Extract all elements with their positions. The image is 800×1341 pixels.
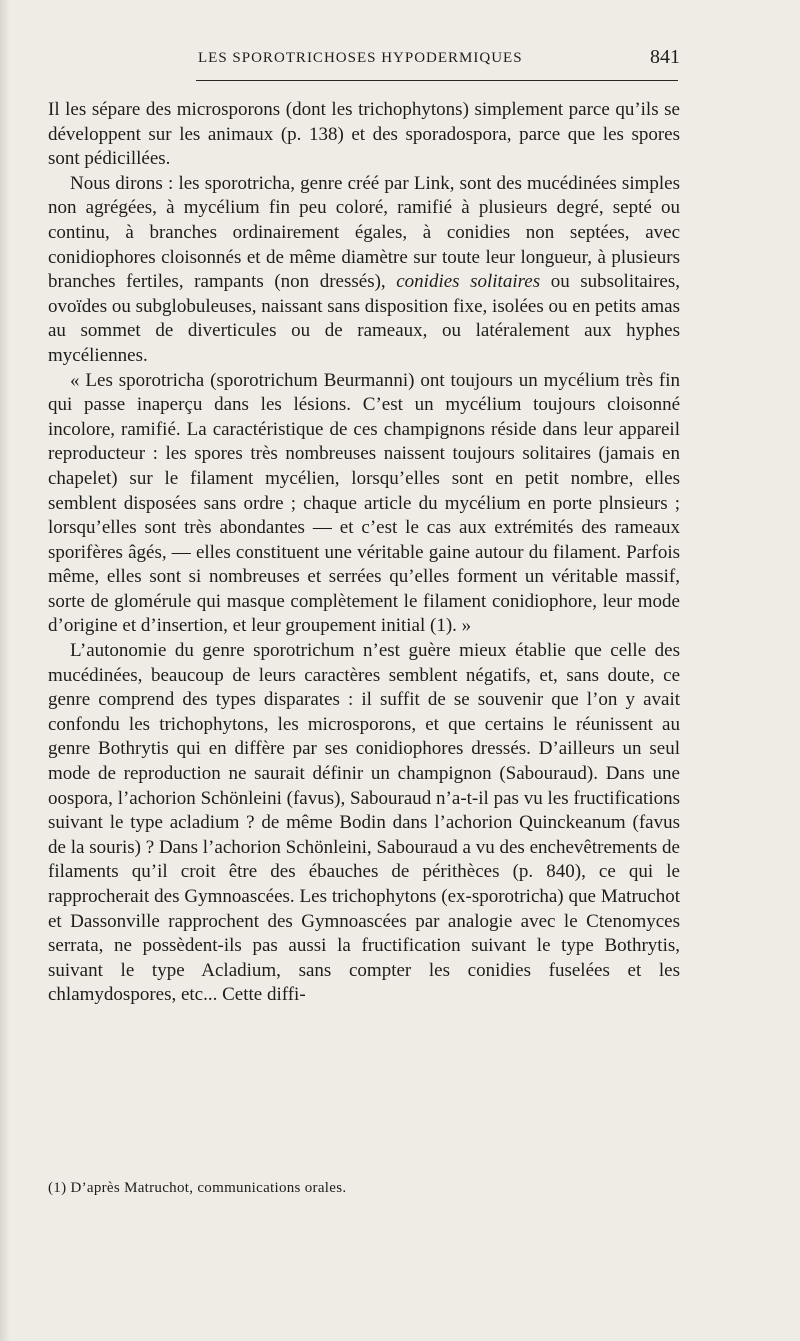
paragraph-text: ou subsolitaires, ovoïdes ou subglobuleuses, naissant sans disposition fixe, isolées ou en petits amas au sommet de diverticules ou de rameaux, ou latéralement aux hyphes mycéliennes. (48, 271, 680, 366)
italic-emphasis: conidies solitaires (396, 271, 541, 293)
paragraph (48, 172, 680, 369)
running-title: LES SPOROTRICHOSES HYPODERMIQUES (198, 50, 523, 66)
paragraph (48, 639, 680, 1008)
paragraph-text: L’autonomie du genre sporotrichum n’est guère mieux établie que celle des mucédinées, beaucoup de leurs caractères semblent négatifs, et, sans doute, ce genre comprend des types disparates : il suffit de se souvenir que l’on y avait confondu les trichophytons, les microsporons, et que certains le réunissent au genre Bothrytis qui en diffère par ses conidiophores dressés. D’ailleurs un seul mode de reproduction ne saurait définir un champignon (Sabouraud). Dans une oospora, l’achorion Schönleini (favus), Sabouraud n’a-t-il pas vu les fructifications suivant le type acladium ? de même Bodin dans l’achorion Quinckeanum (favus de la souris) ? Dans l’achorion Schönleini, Sabouraud a vu des enchevêtrements de filaments qu’il croit être des ébauches de périthèces (p. 840), ce qui le rapprocherait des Gymnoascées. Les trichophytons (ex-sporotricha) que Matruchot et Dassonville rapprochent des Gymnoascées par analogie avec le Ctenomyces serrata, ne possèdent-ils pas aussi la fructification suivant le type Bothrytis, suivant le type Acladium, sans compter les conidies fuselées et les chlamydospores, etc... Cette diffi- (48, 640, 680, 1006)
page-number: 841 (650, 46, 680, 68)
page-edge-shadow (0, 0, 10, 1341)
footnote: (1) D’après Matruchot, communications orales. (48, 1180, 347, 1196)
paragraph (48, 369, 680, 640)
page-header (194, 46, 684, 74)
paragraph-text: « Les sporotricha (sporotrichum Beurmanni) ont toujours un mycélium très fin qui passe inaperçu dans les lésions. C’est un mycélium toujours cloisonné incolore, ramifié. La caractéristique de ces champignons réside dans leur appareil reproducteur : les spores très nombreuses naissent toujours solitaires (jamais en chapelet) sur le filament mycélien, lorsqu’elles sont en petit nombre, elles semblent disposées sans ordre ; chaque article du mycélium en porte plnsieurs ; lorsqu’elles sont très abondantes — et c’est le cas aux extrémités des rameaux sporifères âgés, — elles constituent une véritable gaine autour du filament. Parfois même, elles sont si nombreuses et serrées qu’elles forment un véritable massif, sorte de glomérule qui masque complètement le filament conidiophore, leur mode d’origine et d’insertion, et leur groupement initial (1). » (48, 369, 680, 637)
body-text (48, 98, 680, 1008)
paragraph (48, 98, 680, 172)
paragraph-text: Nous dirons : les sporotricha, genre créé par Link, sont des mucédinées simples non agrégées, à mycélium fin peu coloré, ramifié à plusieurs degré, septé ou continu, à branches ordinairement égales, à conidies non septées, avec conidiophores cloisonnés et de même diamètre sur toute leur longueur, à plusieurs branches fertiles, rampants (non dressés), (48, 172, 680, 293)
header-rule (196, 80, 678, 81)
paragraph-text: Il les sépare des microsporons (dont les trichophytons) simplement parce qu’ils se développent sur les animaux (p. 138) et des sporadospora, parce que les spores sont pédicillées. (48, 99, 680, 170)
